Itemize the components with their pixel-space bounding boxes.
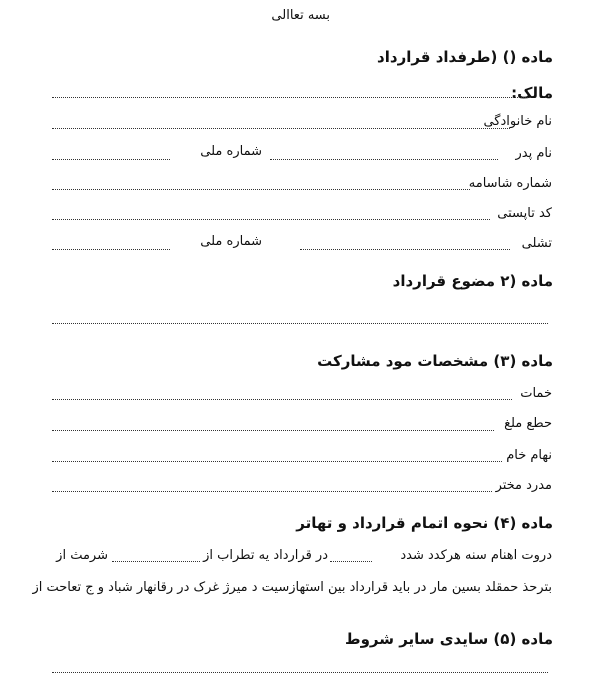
termination-blank-1[interactable] — [330, 561, 372, 562]
national-id-label-1: شماره ملی — [200, 144, 262, 159]
section-1-title: ماده () (طرفداد قرارداد — [377, 48, 553, 66]
birth-cert-dotted-line[interactable] — [52, 189, 470, 190]
termination-text-end: شرمث از — [56, 548, 108, 563]
owner-dotted-line[interactable] — [52, 97, 530, 98]
duration-dotted-line[interactable] — [52, 491, 492, 492]
birth-cert-label: شماره شاسامه — [468, 176, 552, 191]
termination-blank-2[interactable] — [112, 561, 200, 562]
phone-dotted-line[interactable] — [300, 249, 510, 250]
postal-code-label: کد تاپستی — [497, 206, 552, 221]
services-label: خمات — [520, 386, 552, 401]
termination-text-mid: در قرارداد یه تطراب از — [203, 548, 328, 563]
phone-label: تشلی — [521, 236, 552, 251]
full-name-dotted-line[interactable] — [52, 461, 502, 462]
father-name-dotted-line[interactable] — [270, 159, 498, 160]
owner-label: مالک: — [511, 84, 553, 102]
family-name-dotted-line[interactable] — [52, 128, 510, 129]
section-4-title: ماده (۴) نحوه اتمام قرارداد و تهاتر — [296, 514, 553, 532]
postal-code-dotted-line[interactable] — [52, 219, 490, 220]
section-3-title: ماده (۳) مشخصات مود مشارکت — [317, 352, 553, 370]
section-2-title: ماده (۲ مضوع قرارداد — [392, 272, 553, 290]
termination-text-line-2: بترحذ حمقلد بسین مار در باید قرارداد بین استهازسیت د میرژ غرک در رقانهار شباد و ج تعاحت از — [32, 580, 552, 595]
duration-label: مدرد مختر — [495, 478, 552, 493]
national-id-dotted-line-2[interactable] — [52, 249, 170, 250]
services-dotted-line[interactable] — [52, 399, 512, 400]
amount-label: حطع ملغ — [504, 416, 552, 431]
bismillah-header: بسه تعاالی — [271, 8, 330, 23]
national-id-dotted-line-1[interactable] — [52, 159, 170, 160]
amount-dotted-line[interactable] — [52, 430, 494, 431]
family-name-label: نام خانوادگی — [483, 114, 552, 129]
conditions-dotted-line[interactable] — [52, 672, 548, 673]
section-5-title: ماده (۵) سایدی سایر شروط — [345, 630, 553, 648]
subject-dotted-line[interactable] — [52, 323, 548, 324]
full-name-label: نهام خام — [506, 448, 552, 463]
national-id-label-2: شماره ملی — [200, 234, 262, 249]
father-name-label: نام پدر — [515, 146, 552, 161]
termination-text-start: دروت اهنام سنه هرکدد شدد — [400, 548, 552, 563]
